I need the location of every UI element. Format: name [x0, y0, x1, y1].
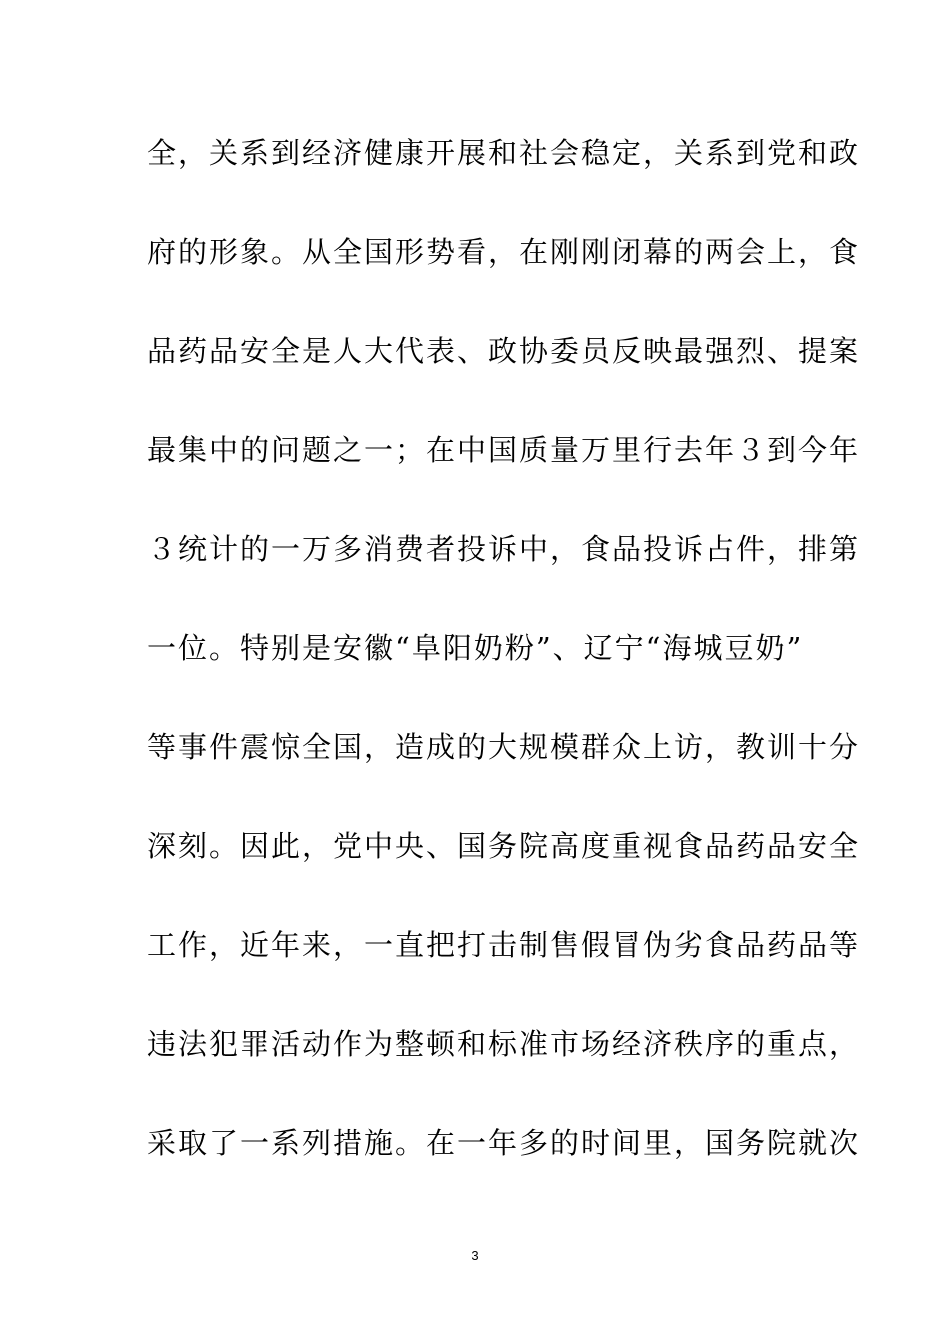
text-line: 最集中的问题之一；在中国质量万里行去年３到今年	[147, 433, 861, 467]
text-line: 全，关系到经济健康开展和社会稳定，关系到党和政	[147, 136, 861, 170]
text-line: 违法犯罪活动作为整顿和标准市场经济秩序的重点，	[147, 1027, 861, 1061]
text-line: 府的形象。从全国形势看，在刚刚闭幕的两会上，食	[147, 235, 861, 269]
body-text	[147, 124, 861, 1213]
text-line: 一位。特别是安徽“阜阳奶粉”、辽宁“海城豆奶”	[147, 631, 804, 665]
text-line: ３统计的一万多消费者投诉中，食品投诉占件，排第	[147, 532, 861, 566]
text-line: 品药品安全是人大代表、政协委员反映最强烈、提案	[147, 334, 861, 368]
text-line: 等事件震惊全国，造成的大规模群众上访，教训十分	[147, 730, 861, 764]
page-number: 3	[471, 1248, 479, 1263]
text-line: 采取了一系列措施。在一年多的时间里，国务院就次	[147, 1126, 861, 1160]
text-line: 深刻。因此，党中央、国务院高度重视食品药品安全	[147, 829, 861, 863]
text-line: 工作，近年来，一直把打击制售假冒伪劣食品药品等	[147, 928, 861, 962]
